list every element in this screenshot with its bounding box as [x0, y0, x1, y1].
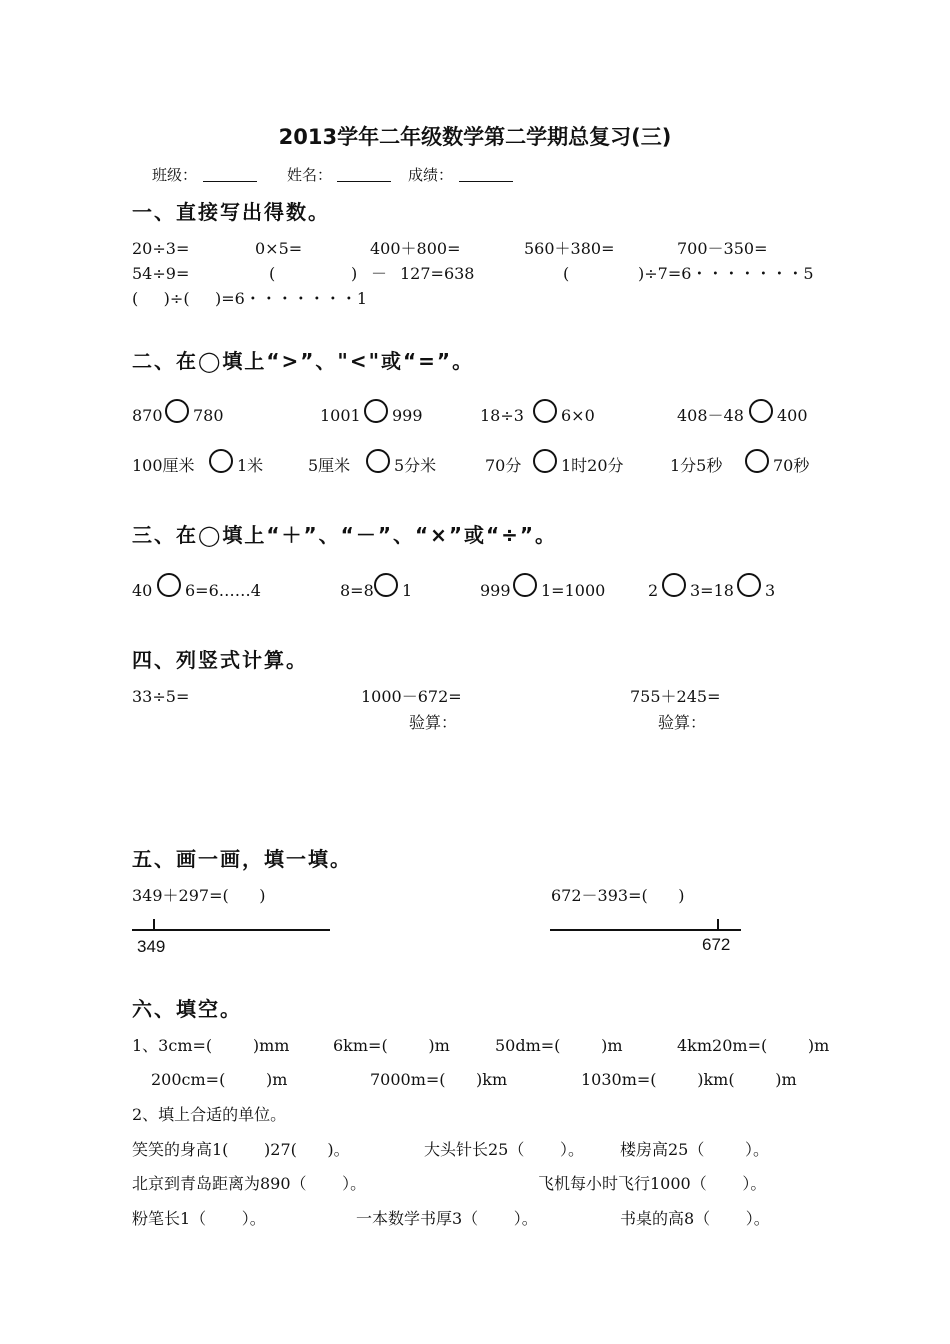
paren-open: (: [563, 264, 570, 283]
unit-blank: 楼房高25（ ）。: [620, 1140, 770, 1159]
operand-left: 999: [480, 581, 511, 600]
problem: ( )÷( )=6・・・・・・・1: [132, 289, 368, 308]
compare-left: 5厘米: [308, 456, 351, 475]
operator-circle[interactable]: [157, 573, 181, 597]
operand-left: 2: [648, 581, 659, 600]
section-1-heading: 一、直接写出得数。: [132, 200, 330, 224]
fill-blank: 4km20m=( )m: [677, 1036, 830, 1055]
section-5-heading: 五、画一画，填一填。: [132, 847, 352, 871]
unit-blank: 书桌的高8（ ）。: [620, 1209, 770, 1228]
problem: 20÷3=: [132, 239, 190, 258]
compare-right: 400: [777, 406, 808, 425]
number-line-problem: 672－393=( ): [551, 886, 685, 905]
problem: 54÷9=: [132, 264, 190, 283]
compare-left: 870: [132, 406, 163, 425]
vertical-problem: 1000－672=: [361, 687, 462, 706]
unit-blank: 粉笔长1（ ）。: [132, 1209, 266, 1228]
compare-right: 5分米: [394, 456, 437, 475]
compare-left: 100厘米: [132, 456, 195, 475]
section-4-heading: 四、列竖式计算。: [132, 648, 308, 672]
compare-right: 780: [193, 406, 224, 425]
fill-blank: 1、3cm=( )mm: [132, 1036, 290, 1055]
number-line-label: 672: [702, 935, 731, 954]
number-line-label: 349: [137, 937, 166, 956]
compare-right: 6×0: [561, 406, 595, 425]
class-label: 班级：: [152, 166, 198, 184]
minus-sign: －: [371, 264, 388, 283]
operator-circle[interactable]: [374, 573, 398, 597]
operand-right: 6=6……4: [185, 581, 261, 600]
operator-circle[interactable]: [662, 573, 686, 597]
score-blank: [459, 181, 513, 182]
compare-right: 1米: [237, 456, 264, 475]
compare-left: 18÷3: [480, 406, 524, 425]
fill-blank: 50dm=( )m: [495, 1036, 623, 1055]
operand-right: 3: [765, 581, 776, 600]
answer-circle[interactable]: [749, 399, 773, 423]
answer-circle[interactable]: [209, 449, 233, 473]
name-blank: [337, 181, 391, 182]
operand-left: 40: [132, 581, 153, 600]
unit-blank: 一本数学书厚3（ ）。: [356, 1209, 538, 1228]
answer-circle[interactable]: [533, 399, 557, 423]
fill-blank: 6km=( )m: [333, 1036, 450, 1055]
vertical-problem: 33÷5=: [132, 687, 190, 706]
fill-blank: 1030m=( )km( )m: [581, 1070, 797, 1089]
answer-circle[interactable]: [366, 449, 390, 473]
compare-right: 999: [392, 406, 423, 425]
compare-left: 408－48: [677, 406, 744, 425]
operand-left: 8=8: [340, 581, 374, 600]
answer-circle[interactable]: [533, 449, 557, 473]
section-6-heading: 六、填空。: [132, 997, 242, 1021]
problem: 700－350=: [677, 239, 768, 258]
vertical-problem: 755＋245=: [630, 687, 721, 706]
operand-middle: 3=18: [690, 581, 734, 600]
number-line-tick: [153, 919, 155, 931]
problem: 0×5=: [255, 239, 303, 258]
compare-right: 70秒: [773, 456, 810, 475]
answer-circle[interactable]: [364, 399, 388, 423]
page-title: 2013学年二年级数学第二学期总复习(三): [278, 125, 672, 149]
operator-circle[interactable]: [737, 573, 761, 597]
paren-close: ): [351, 264, 358, 283]
section-2-heading: 二、在◯填上“>”、"<"或“=”。: [132, 349, 475, 373]
unit-blank: 大头针长25（ ）。: [424, 1140, 584, 1159]
check-label: 验算：: [658, 713, 707, 732]
number-line: [550, 929, 741, 931]
fill-blank: 7000m=( )km: [370, 1070, 508, 1089]
unit-blank: 飞机每小时飞行1000（ ）。: [538, 1174, 767, 1193]
number-line: [132, 929, 330, 931]
operator-circle[interactable]: [513, 573, 537, 597]
unit-blank: 笑笑的身高1( )27( )。: [132, 1140, 350, 1159]
answer-circle[interactable]: [745, 449, 769, 473]
score-label: 成绩：: [408, 166, 454, 184]
subquestion-title: 2、填上合适的单位。: [132, 1105, 287, 1124]
section-3-heading: 三、在◯填上“＋”、“－”、“×”或“÷”。: [132, 523, 558, 547]
unit-blank: 北京到青岛距离为890（ ）。: [132, 1174, 367, 1193]
problem: 560＋380=: [524, 239, 615, 258]
compare-left: 1分5秒: [670, 456, 723, 475]
compare-left: 70分: [485, 456, 522, 475]
problem-result: )÷7=6・・・・・・・5: [638, 264, 814, 283]
operand-right: 1=1000: [541, 581, 606, 600]
problem: 400＋800=: [370, 239, 461, 258]
paren-open: (: [269, 264, 276, 283]
compare-left: 1001: [320, 406, 361, 425]
name-label: 姓名：: [287, 166, 333, 184]
number-line-problem: 349＋297=( ): [132, 886, 266, 905]
check-label: 验算：: [409, 713, 458, 732]
fill-blank: 200cm=( )m: [151, 1070, 288, 1089]
answer-circle[interactable]: [165, 399, 189, 423]
operand-right: 1: [402, 581, 413, 600]
problem-result: 127=638: [400, 264, 475, 283]
number-line-tick: [717, 919, 719, 931]
class-blank: [203, 181, 257, 182]
compare-right: 1时20分: [561, 456, 624, 475]
